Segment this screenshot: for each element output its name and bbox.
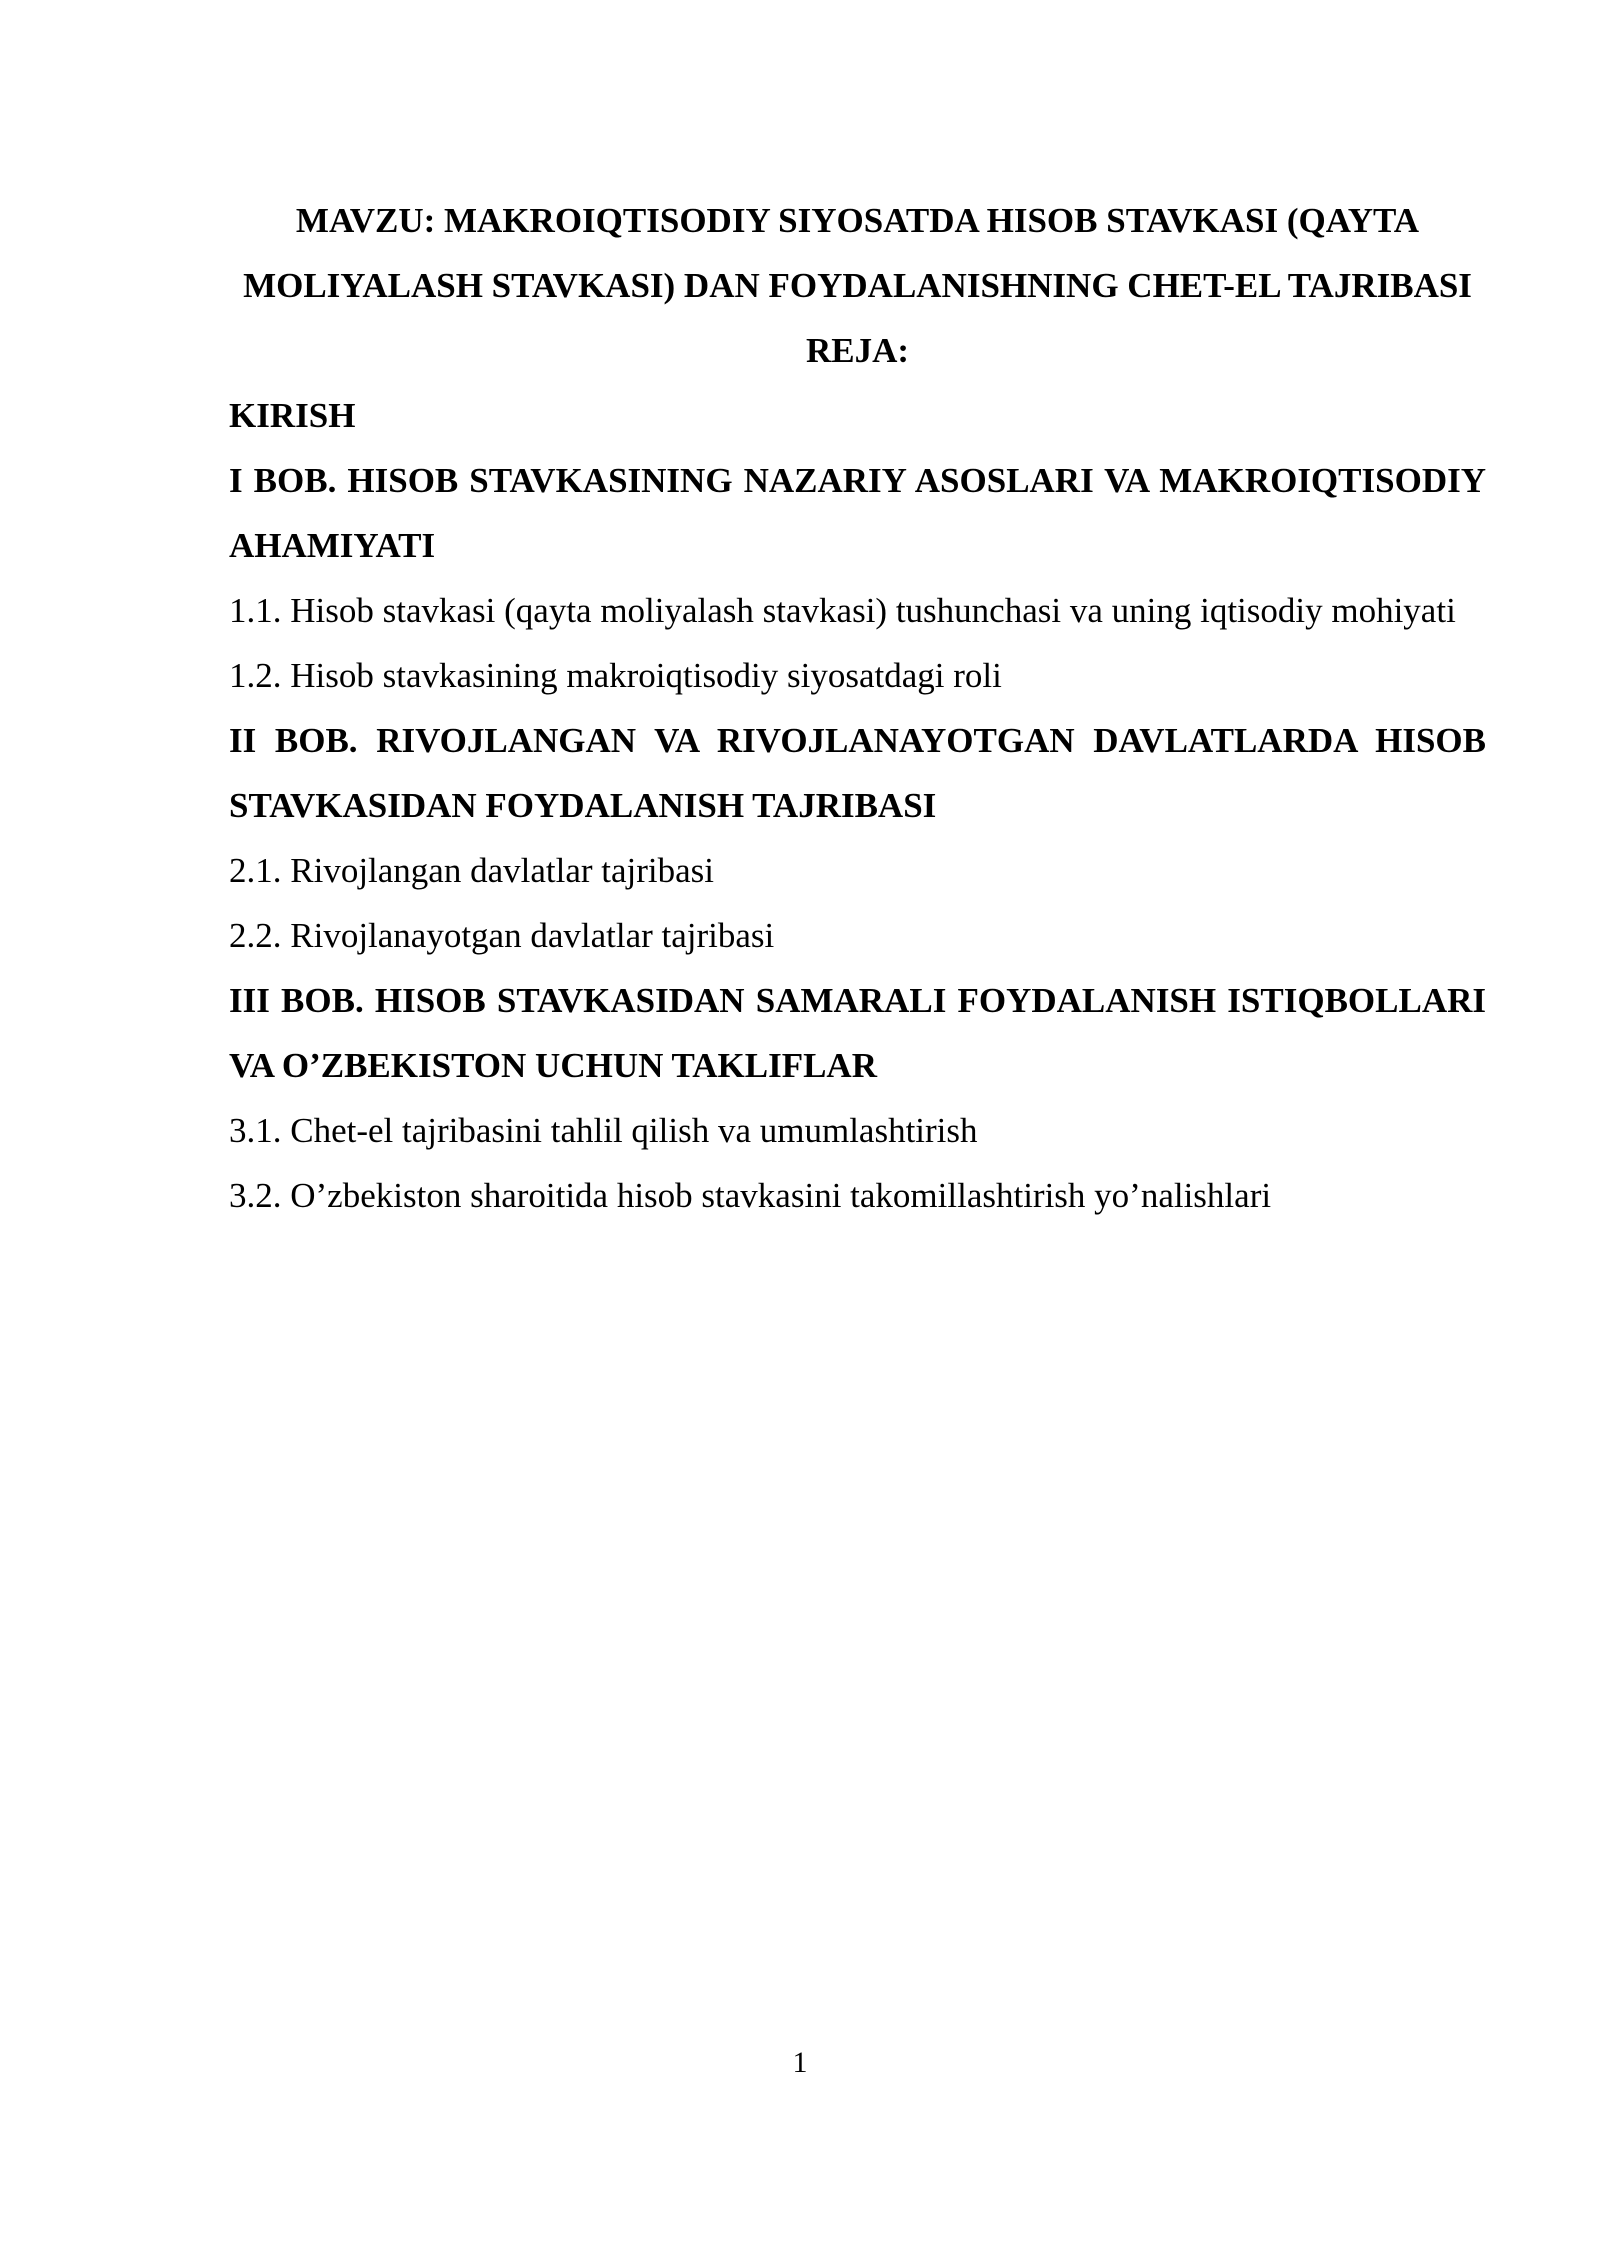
- page-content: [229, 188, 1486, 1228]
- toc-item-section-1-1: 1.1. Hisob stavkasi (qayta moliyalash stavkasi) tushunchasi va uning iqtisodiy mohiyati: [229, 591, 1456, 630]
- document-title: MAVZU: MAKROIQTISODIY SIYOSATDA HISOB STAVKASI (QAYTA MOLIYALASH STAVKASI) DAN FOYDALANISHNING CHET-EL TAJRIBASI: [243, 201, 1472, 305]
- toc-item-section-3-1: 3.1. Chet-el tajribasini tahlil qilish va umumlashtirish: [229, 1111, 978, 1150]
- plan-heading: REJA:: [805, 331, 910, 370]
- toc-item-section-2-1: 2.1. Rivojlangan davlatlar tajribasi: [229, 851, 715, 890]
- toc-item-intro: KIRISH: [229, 396, 356, 435]
- table-of-contents: [229, 383, 1486, 1228]
- toc-item-section-3-2: 3.2. O’zbekiston sharoitida hisob stavkasini takomillashtirish yo’nalishlari: [229, 1176, 1272, 1215]
- page-number: 1: [792, 2046, 808, 2079]
- toc-item-section-1-2: 1.2. Hisob stavkasining makroiqtisodiy siyosatdagi roli: [229, 656, 1002, 695]
- toc-item-chapter-1: I BOB. HISOB STAVKASINING NAZARIY ASOSLARI VA MAKROIQTISODIY AHAMIYATI: [229, 461, 1486, 565]
- toc-item-chapter-2: II BOB. RIVOJLANGAN VA RIVOJLANAYOTGAN DAVLATLARDA HISOB STAVKASIDAN FOYDALANISH TAJRIBASI: [229, 721, 1486, 825]
- toc-item-chapter-3: III BOB. HISOB STAVKASIDAN SAMARALI FOYDALANISH ISTIQBOLLARI VA O’ZBEKISTON UCHUN TAKLIFLAR: [229, 981, 1486, 1085]
- toc-item-section-2-2: 2.2. Rivojlanayotgan davlatlar tajribasi: [229, 916, 775, 955]
